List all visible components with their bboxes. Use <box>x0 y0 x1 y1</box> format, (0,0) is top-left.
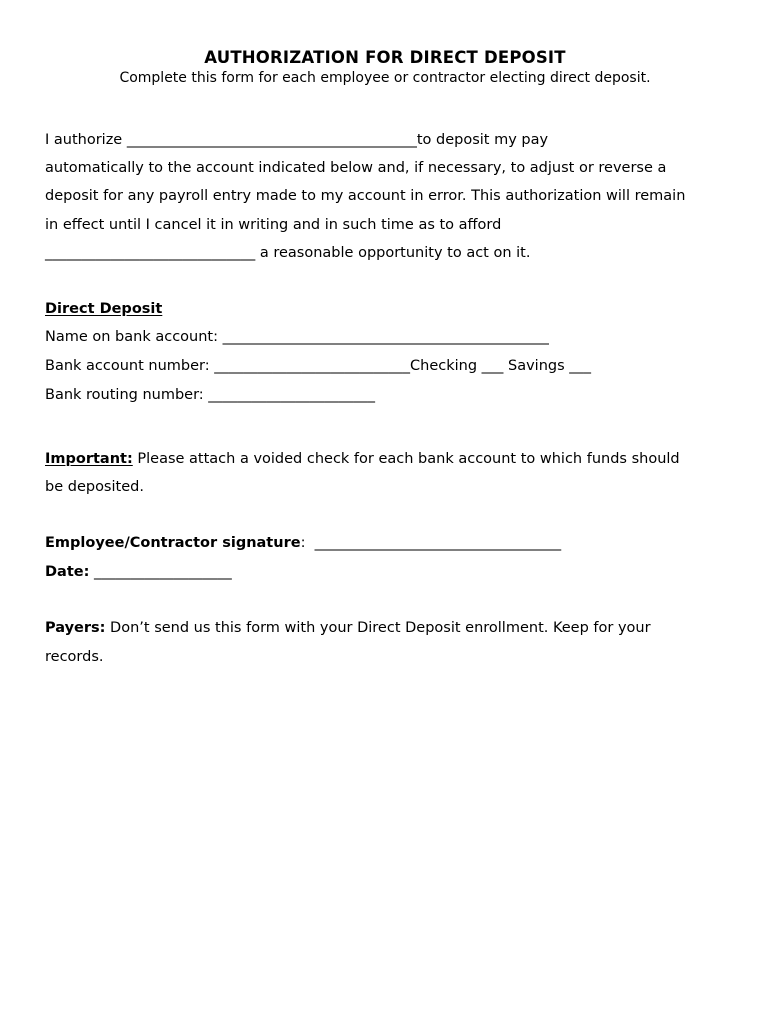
important-note-line-1 <box>45 451 680 467</box>
form-title: AUTHORIZATION FOR DIRECT DEPOSIT <box>204 48 566 67</box>
account-number-label: Bank account number: <box>45 358 215 374</box>
authorization-line-2: automatically to the account indicated below and, if necessary, to adjust or reverse a <box>45 160 667 176</box>
direct-deposit-heading: Direct Deposit <box>45 301 163 317</box>
signature-colon: : <box>300 535 315 551</box>
name-on-account-field[interactable]: _____________________________________________ <box>222 329 549 345</box>
date-label: Date: <box>45 564 90 580</box>
checking-label: Checking <box>410 358 478 374</box>
signature-field[interactable]: __________________________________ <box>314 535 562 551</box>
important-text: Please attach a voided check for each bank account to which funds should <box>132 451 680 467</box>
name-on-account-row <box>45 329 549 345</box>
payers-note-line-1 <box>45 620 651 636</box>
authorization-line-1: I authorize ________________________________________to deposit my pay <box>45 132 549 148</box>
routing-number-row <box>45 387 375 403</box>
authorization-line-5: _____________________________ a reasonable opportunity to act on it. <box>45 245 531 261</box>
signature-label: Employee/Contractor signature <box>45 535 301 551</box>
account-number-row <box>45 358 591 374</box>
savings-field[interactable]: ___ <box>564 358 592 374</box>
account-number-field[interactable]: ___________________________ <box>214 358 410 374</box>
date-field[interactable]: ___________________ <box>89 564 232 580</box>
payers-label: Payers: <box>45 620 106 636</box>
routing-number-field[interactable]: _______________________ <box>208 387 376 403</box>
authorization-line-3: deposit for any payroll entry made to my account in error. This authorization will remain <box>45 188 686 204</box>
savings-label: Savings <box>508 358 565 374</box>
checking-field[interactable]: ___ <box>477 358 508 374</box>
authorization-line-4: in effect until I cancel it in writing and in such time as to afford <box>45 217 502 233</box>
payers-text: Don’t send us this form with your Direct Deposit enrollment. Keep for your <box>105 620 651 636</box>
signature-row <box>45 535 561 551</box>
important-note-line-2: be deposited. <box>45 479 144 495</box>
form-subtitle: Complete this form for each employee or contractor electing direct deposit. <box>119 70 651 86</box>
payers-note-line-2: records. <box>45 649 104 665</box>
important-label: Important: <box>45 451 133 467</box>
name-on-account-label: Name on bank account: <box>45 329 223 345</box>
routing-number-label: Bank routing number: <box>45 387 209 403</box>
date-row <box>45 564 232 580</box>
